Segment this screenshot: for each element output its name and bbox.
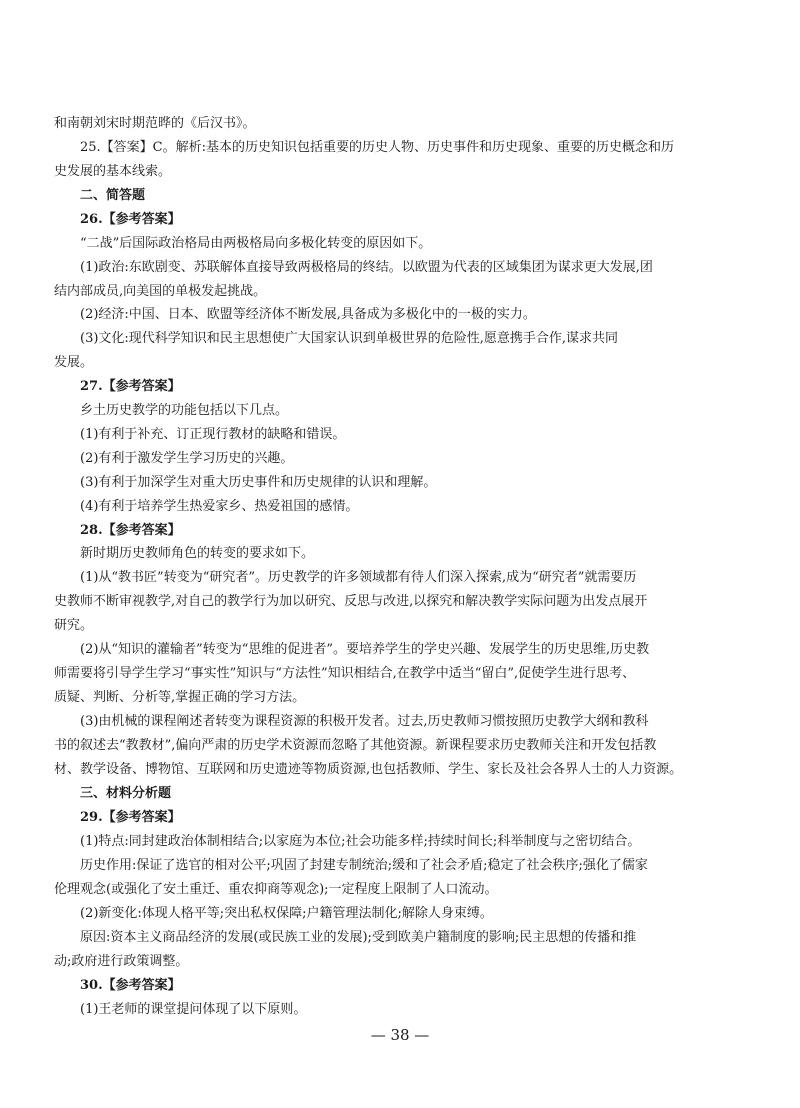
text-line: 发展。 bbox=[54, 355, 94, 370]
text-line: 史教师不断审视教学,对自己的教学行为加以研究、反思与改进,以探究和解决教学实际问题为出发点展开 bbox=[54, 594, 648, 609]
text-line: 动;政府进行政策调整。 bbox=[54, 954, 189, 969]
text-line: (4)有利于培养学生热爱家乡、热爱祖国的感情。 bbox=[80, 499, 359, 514]
text-line: (3)有利于加深学生对重大历史事件和历史规律的认识和理解。 bbox=[80, 475, 437, 490]
text-line: (1)从“教书匠”转变为“研究者”。历史教学的许多领域都有待人们深入探索,成为“研究者”就需要历 bbox=[80, 570, 637, 585]
question-27-heading: 27.【参考答案】 bbox=[80, 379, 181, 394]
text-line: 研究。 bbox=[54, 618, 94, 633]
question-28-heading: 28.【参考答案】 bbox=[80, 523, 181, 538]
text-line: (1)王老师的课堂提问体现了以下原则。 bbox=[80, 1002, 307, 1017]
text-line: 历史作用:保证了选官的相对公平;巩固了封建专制统治;缓和了社会矛盾;稳定了社会秩序;强化了儒家 bbox=[80, 858, 648, 873]
text-line: 结内部成员,向美国的单极发起挑战。 bbox=[54, 284, 267, 299]
question-29-heading: 29.【参考答案】 bbox=[80, 810, 181, 825]
text-line: 材、教学设备、博物馆、互联网和历史遗迹等物质资源,也包括教师、学生、家长及社会各界人士的人力资源。 bbox=[54, 762, 683, 777]
text-line: (1)特点:同封建政治体制相结合;以家庭为本位;社会功能多样;持续时间长;科举制度与之密切结合。 bbox=[80, 834, 641, 849]
text-line: 和南朝刘宋时期范晔的《后汉书》。 bbox=[54, 116, 256, 131]
text-line: “二战”后国际政治格局由两极格局向多极化转变的原因如下。 bbox=[80, 236, 432, 251]
text-line: (1)政治:东欧剧变、苏联解体直接导致两极格局的终结。以欧盟为代表的区域集团为谋求更大发展,团 bbox=[80, 260, 653, 275]
text-line: (2)有利于激发学生学习历史的兴趣。 bbox=[80, 451, 294, 466]
text-line: (2)新变化:体现人格平等;突出私权保障;户籍管理法制化;解除人身束缚。 bbox=[80, 906, 493, 921]
answer-25: 25.【答案】C。解析:基本的历史知识包括重要的历史人物、历史事件和历史现象、重要的历史概念和历 bbox=[80, 140, 675, 155]
text-line: (3)文化:现代科学知识和民主思想使广大国家认识到单极世界的危险性,愿意携手合作,谋求共同 bbox=[80, 331, 619, 346]
text-line: (1)有利于补充、订正现行教材的缺略和错误。 bbox=[80, 427, 346, 442]
text-line: (3)由机械的课程阐述者转变为课程资源的积极开发者。过去,历史教师习惯按照历史教学大纲和教科 bbox=[80, 714, 649, 729]
question-26-heading: 26.【参考答案】 bbox=[80, 212, 181, 227]
text-line: (2)从“知识的灌输者”转变为“思维的促进者”。要培养学生的学史兴趣、发展学生的历史思维,历史教 bbox=[80, 642, 650, 657]
text-line: 师需要将引导学生学习“事实性”知识与“方法性”知识相结合,在教学中适当“留白”,促使学生进行思考、 bbox=[54, 666, 636, 681]
text-line: 史发展的基本线索。 bbox=[54, 164, 172, 179]
section-heading-short-answer: 二、简答题 bbox=[80, 188, 146, 203]
text-line: 新时期历史教师角色的转变的要求如下。 bbox=[80, 546, 315, 561]
text-line: 伦理观念(或强化了安土重迁、重农抑商等观念);一定程度上限制了人口流动。 bbox=[54, 882, 498, 897]
text-line: (2)经济:中国、日本、欧盟等经济体不断发展,具备成为多极化中的一极的实力。 bbox=[80, 307, 536, 322]
question-30-heading: 30.【参考答案】 bbox=[80, 978, 181, 993]
text-line: 乡土历史教学的功能包括以下几点。 bbox=[80, 403, 289, 418]
text-line: 质疑、判断、分析等,掌握正确的学习方法。 bbox=[54, 690, 306, 705]
page-number: — 38 — bbox=[370, 1026, 430, 1044]
text-line: 书的叙述去“教教材”,偏向严肃的历史学术资源而忽略了其他资源。新课程要求历史教师关注和开发包括教 bbox=[54, 738, 657, 753]
section-heading-material-analysis: 三、材料分析题 bbox=[80, 786, 172, 801]
text-line: 原因:资本主义商品经济的发展(或民族工业的发展);受到欧美户籍制度的影响;民主思想的传播和推 bbox=[80, 930, 637, 945]
